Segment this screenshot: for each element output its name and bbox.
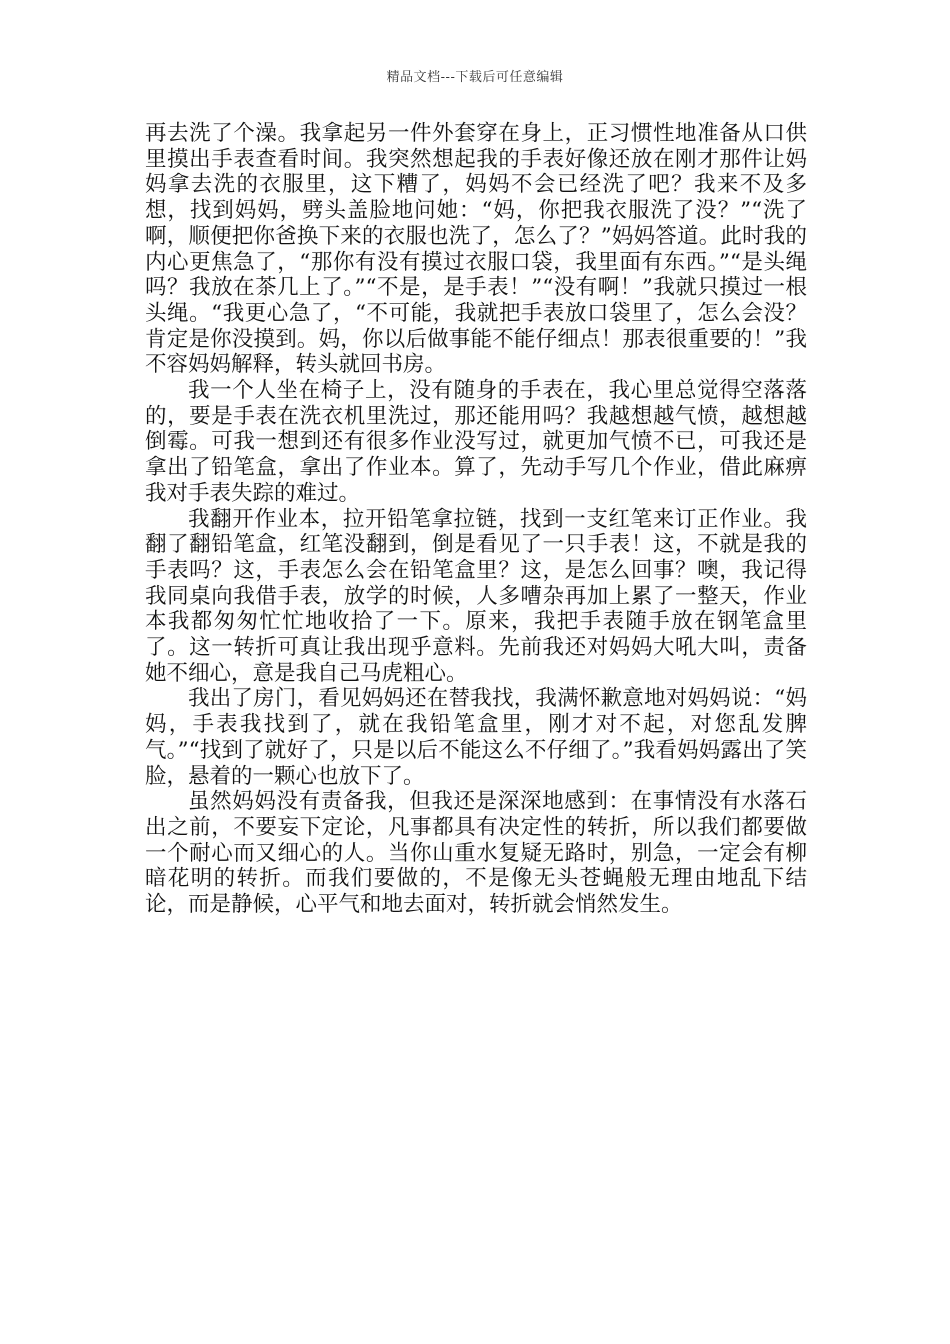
paragraph-4: 我出了房门，看见妈妈还在替我找，我满怀歉意地对妈妈说：“妈妈，手表我找到了，就在我铅笔盒里，刚才对不起，对您乱发脾气。”“找到了就好了，只是以后不能这么不仔细了。”我看妈妈露出了笑脸，悬着的一颗心也放下了。 [145, 686, 807, 789]
document-body [145, 121, 807, 918]
paragraph-1: 再去洗了个澡。我拿起另一件外套穿在身上，正习惯性地准备从口供里摸出手表查看时间。我突然想起我的手表好像还放在刚才那件让妈妈拿去洗的衣服里，这下糟了，妈妈不会已经洗了吧？我来不及多想，找到妈妈，劈头盖脸地问她：“妈，你把我衣服洗了没？”“洗了啊，顺便把你爸换下来的衣服也洗了，怎么了？”妈妈答道。此时我的内心更焦急了，“那你有没有摸过衣服口袋，我里面有东西。”“是头绳吗？我放在茶几上了。”“不是，是手表！”“没有啊！”我就只摸过一根头绳。“我更心急了，“不可能，我就把手表放口袋里了，怎么会没？肯定是你没摸到。妈，你以后做事能不能仔细点！那表很重要的！”我不容妈妈解释，转头就回书房。 [145, 121, 807, 378]
paragraph-2: 我一个人坐在椅子上，没有随身的手表在，我心里总觉得空落落的，要是手表在洗衣机里洗过，那还能用吗？我越想越气愤，越想越倒霉。可我一想到还有很多作业没写过，就更加气愤不已，可我还是拿出了铅笔盒，拿出了作业本。算了，先动手写几个作业，借此麻痹我对手表失踪的难过。 [145, 378, 807, 506]
page-header: 精品文档---下载后可任意编辑 [386, 70, 564, 85]
paragraph-3: 我翻开作业本，拉开铅笔拿拉链，找到一支红笔来订正作业。我翻了翻铅笔盒，红笔没翻到，倒是看见了一只手表！这，不就是我的手表吗？这，手表怎么会在铅笔盒里？这，是怎么回事？噢，我记得我同桌向我借手表，放学的时候，人多嘈杂再加上累了一整天，作业本我都匆匆忙忙地收拾了一下。原来，我把手表随手放在钢笔盒里了。这一转折可真让我出现乎意料。先前我还对妈妈大吼大叫，责备她不细心，意是我自己马虎粗心。 [145, 506, 807, 686]
paragraph-5: 虽然妈妈没有责备我，但我还是深深地感到：在事情没有水落石出之前，不要妄下定论，凡事都具有决定性的转折，所以我们都要做一个耐心而又细心的人。当你山重水复疑无路时，别急，一定会有柳暗花明的转折。而我们要做的，不是像无头苍蝇般无理由地乱下结论，而是静候，心平气和地去面对，转折就会悄然发生。 [145, 789, 807, 918]
